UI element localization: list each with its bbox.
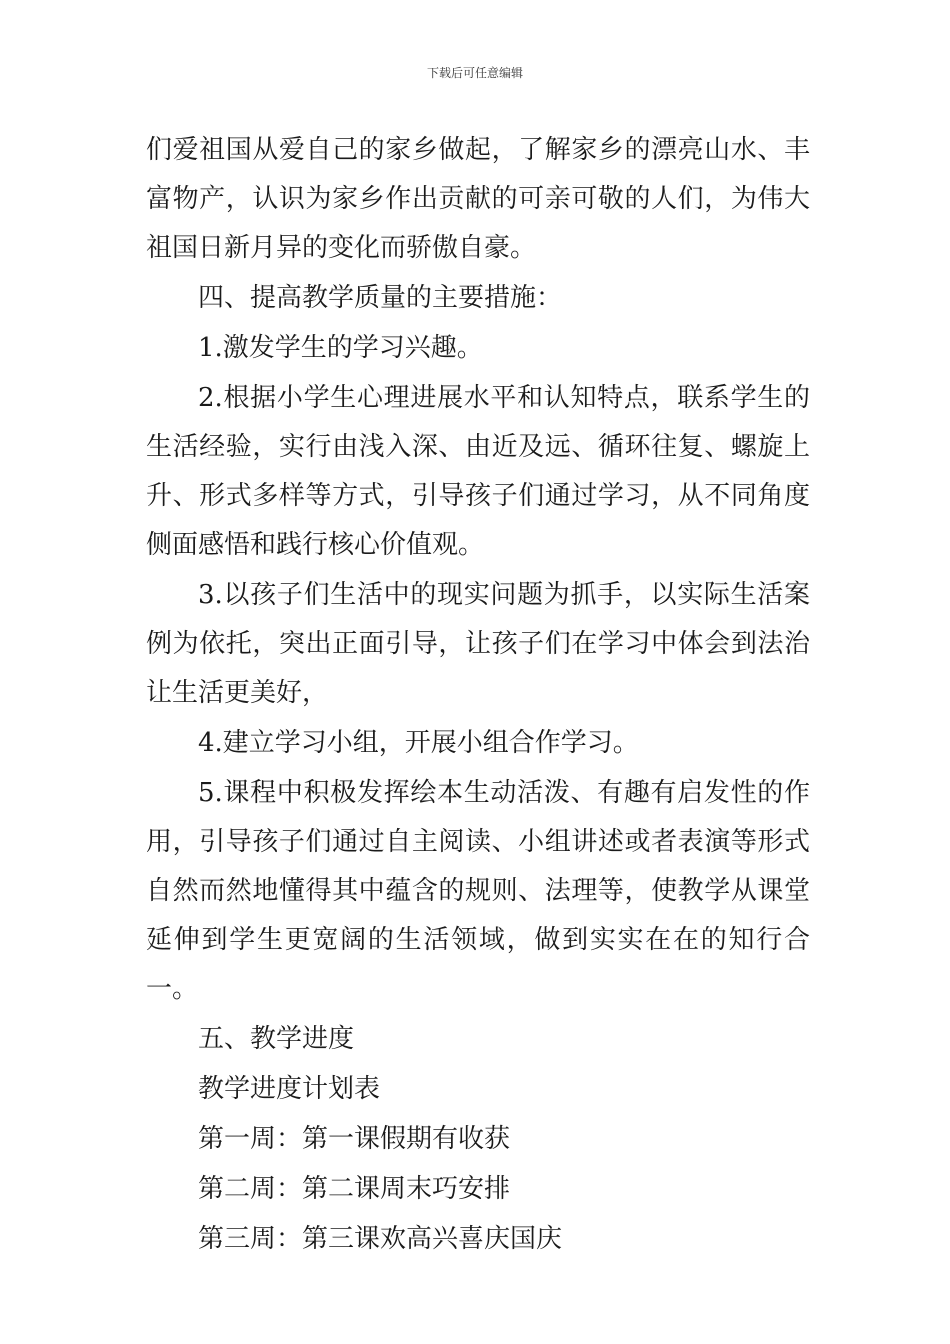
document-body	[146, 126, 810, 1264]
schedule-week-2: 第二周：第二课周末巧安排	[198, 1174, 511, 1204]
schedule-title: 教学进度计划表	[198, 1074, 381, 1104]
measure-item-5: 5.课程中积极发挥绘本生动活泼、有趣有启发性的作用，引导孩子们通过自主阅读、小组讲述或者表演等形式自然而然地懂得其中蕴含的规则、法理等，使教学从课堂延伸到学生更宽阔的生活领域，做到实实在在的知行合一。	[146, 778, 810, 1004]
measure-item-2: 2.根据小学生心理进展水平和认知特点，联系学生的生活经验，实行由浅入深、由近及远、循环往复、螺旋上升、形式多样等方式，引导孩子们通过学习，从不同角度侧面感悟和践行核心价值观。	[146, 383, 810, 560]
section-heading-measures: 四、提高教学质量的主要措施：	[198, 283, 563, 313]
paragraph-intro-continuation: 们爱祖国从爱自己的家乡做起，了解家乡的漂亮山水、丰富物产，认识为家乡作出贡献的可亲可敬的人们，为伟大祖国日新月异的变化而骄傲自豪。	[146, 135, 810, 263]
schedule-week-3: 第三周：第三课欢高兴喜庆国庆	[198, 1224, 563, 1254]
schedule-week-1: 第一周：第一课假期有收获	[198, 1124, 511, 1154]
measure-item-4: 4.建立学习小组，开展小组合作学习。	[198, 728, 639, 758]
measure-item-3: 3.以孩子们生活中的现实问题为抓手，以实际生活案例为依托，突出正面引导，让孩子们在学习中体会到法治让生活更美好，	[146, 580, 810, 708]
measure-item-1: 1.激发学生的学习兴趣。	[198, 333, 483, 363]
page-header: 下载后可任意编辑	[426, 66, 523, 80]
section-heading-progress: 五、教学进度	[198, 1024, 355, 1054]
